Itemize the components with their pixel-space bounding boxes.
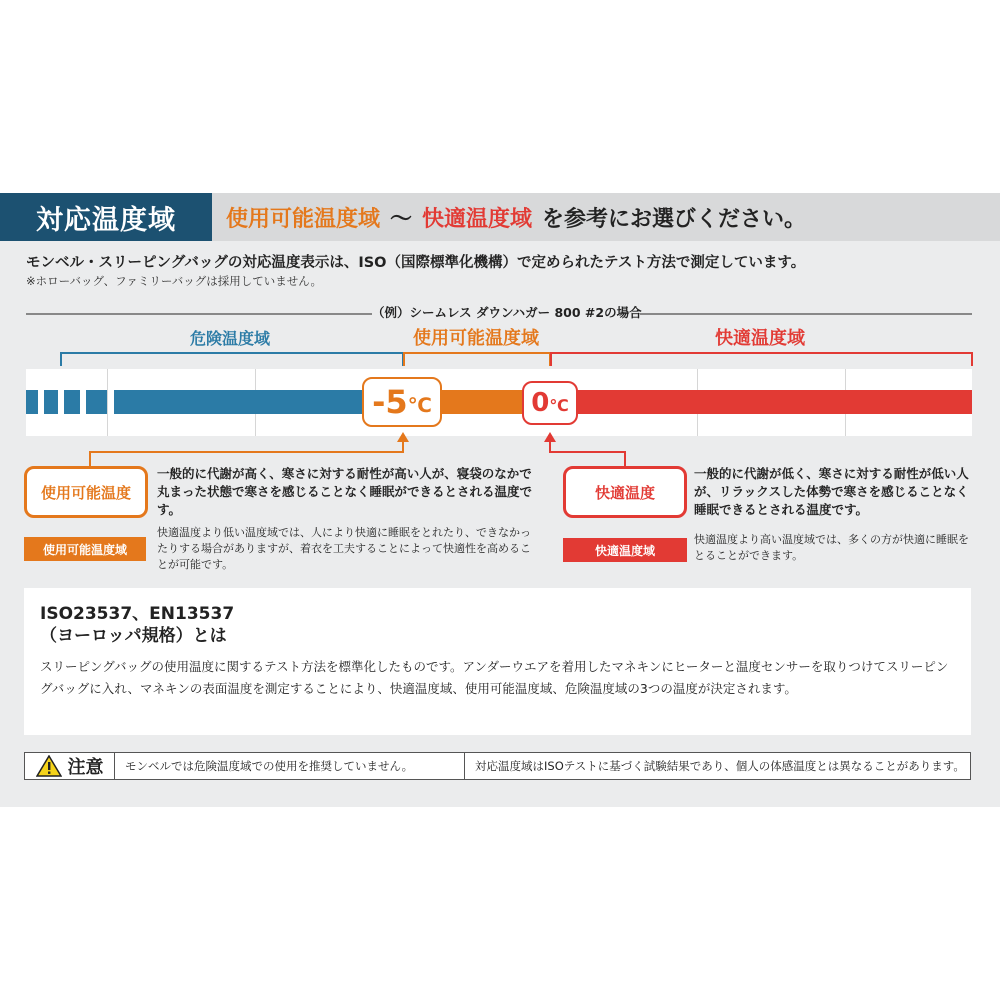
usable-pill: 使用可能温度 (24, 466, 148, 518)
comfort-temp-unit: ℃ (549, 396, 569, 415)
warning-icon (36, 755, 62, 777)
zone-label-comfort: 快適温度域 (715, 328, 805, 349)
intro-note: ※ホローバッグ、ファミリーバッグは採用していません。 (26, 274, 322, 288)
caution-text-2: 対応温度域はISOテストに基づく試験結果であり、個人の体感温度とは異なることがあります。 (475, 759, 965, 773)
iso-title (40, 603, 234, 647)
iso-title-line2: （ヨーロッパ規格）とは (40, 626, 227, 646)
usable-tag: 使用可能温度域 (24, 537, 146, 561)
usable-temp-unit: ℃ (407, 393, 432, 417)
subtitle-usable-range: 使用可能温度域 (226, 206, 381, 232)
iso-text: スリーピングバッグの使用温度に関するテスト方法を標準化したものです。アンダーウエアを着用したマネキンにヒーターと温度センサーを取りつけてスリーピングバッグに入れ、マネキンの表面温度を測定することにより、快適温度域、使用可能温度域、危険温度域の3つの温度が決定されます。 (40, 659, 949, 696)
intro-text: モンベル・スリーピングバッグの対応温度表示は、ISO（国際標準化機構）で定められたテスト方法で測定しています。 (26, 255, 806, 271)
usable-connector (90, 440, 403, 468)
comfort-connector (550, 440, 625, 468)
zone-label-danger: 危険温度域 (189, 329, 270, 348)
comfort-pill: 快適温度 (563, 466, 687, 518)
caution-label-cell (25, 753, 115, 779)
section-title: 対応温度域 (0, 193, 212, 241)
comfort-description: 一般的に代謝が低く、寒さに対する耐性が低い人が、リラックスした体勢で寒さを感じることなく睡眠できるとされる温度です。 (694, 466, 969, 517)
subtitle-suffix: を参考にお選びください。 (542, 206, 807, 232)
example-label: （例）シームレス ダウンハガー 800 #2の場合 (372, 305, 642, 320)
zone-label-usable: 使用可能温度域 (413, 328, 539, 349)
caution-bar (24, 752, 971, 780)
usable-tag-description: 快適温度より低い温度域では、人により快適に睡眠をとれたり、できなかったりする場合がありますが、着衣を工夫することによって快適性を高めることが可能です。 (157, 526, 531, 571)
caution-text-1: モンベルでは危険温度域での使用を推奨していません。 (115, 753, 465, 779)
iso-title-line1: ISO23537、EN13537 (40, 604, 235, 624)
usable-arrow-icon (397, 432, 409, 442)
caution-label: 注意 (67, 757, 104, 778)
subtitle-comfort-range: 快適温度域 (422, 206, 533, 232)
usable-temp-value: -5 (372, 383, 408, 421)
comfort-tag-description: 快適温度より高い温度域では、多くの方が快適に睡眠をとることができます。 (694, 533, 969, 562)
usable-description: 一般的に代謝が高く、寒さに対する耐性が高い人が、寝袋のなかで丸まった状態で寒さを感じることなく睡眠ができるとされる温度です。 (157, 466, 533, 517)
comfort-arrow-icon (544, 432, 556, 442)
comfort-tag: 快適温度域 (563, 538, 687, 562)
comfort-temp-value: 0 (531, 388, 550, 418)
subtitle-tilde: ～ (390, 206, 413, 232)
